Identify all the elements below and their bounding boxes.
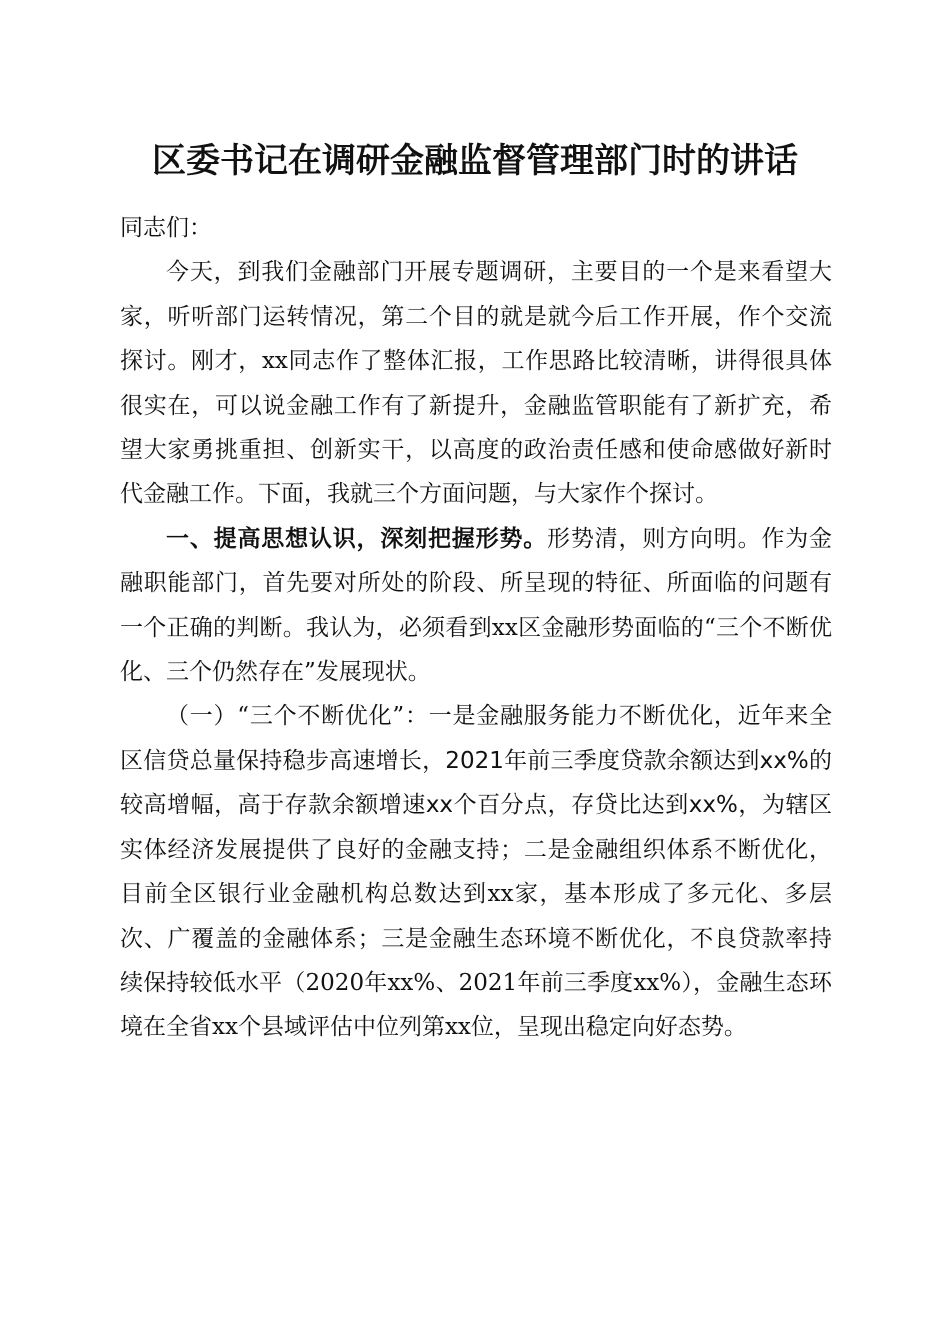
salutation: 同志们： bbox=[120, 215, 212, 241]
document-title: 区委书记在调研金融监督管理部门时的讲话 bbox=[152, 141, 798, 181]
paragraph-three-optimizations bbox=[120, 694, 832, 1049]
document-body bbox=[120, 206, 832, 1050]
section-one-text: 形势清，则方向明。作为金融职能部门，首先要对所处的阶段、所呈现的特征、所面临的问题有一个正确的判断。我认为，必须看到xx区金融形势面临的“三个不断优化、三个仍然存在”发展现状。 bbox=[120, 525, 833, 686]
paragraph-section-one bbox=[120, 517, 832, 695]
three-optimizations-stats: 年来全区信贷总量保持稳步高速增长，2021年前三季度贷款余额达到xx%的较高增幅，高于存款余额增速xx个百分点，存贷比达到xx%，为辖区实体经济发展提供了良好的金融支持；二 bbox=[120, 703, 832, 863]
three-optimizations-rest: 是金融组织体系不断优化，目前全区银行业金融机构总数达到xx家，基本形成了多元化、多层次、广覆盖的金融体系；三是金融生态环境不断优化，不良贷款率持续保持较低水平（2020年xx%、2021年前三季度xx%），金融生态环境在全省xx个县域评估中位列第xx位，呈现出稳定向好态势。 bbox=[120, 836, 833, 1041]
paragraph-intro: 今天，到我们金融部门开展专题调研，主要目的一个是来看望大家，听听部门运转情况，第二个目的就是就今后工作开展，作个交流探讨。刚才，xx同志作了整体汇报，工作思路比较清晰，讲得很具体很实在，可以说金融工作有了新提升，金融监管职能有了新扩充，希望大家勇挑重担、创新实干，以高度的政治责任感和使命感做好新时代金融工作。下面，我就三个方面问题，与大家作个探讨。 bbox=[120, 259, 832, 508]
section-heading: 一、提高思想认识，深刻把握形势。 bbox=[166, 524, 548, 552]
three-optimizations-lead: （一）“三个不断优化”：一是金融服务能力不断优化，近 bbox=[166, 703, 762, 730]
